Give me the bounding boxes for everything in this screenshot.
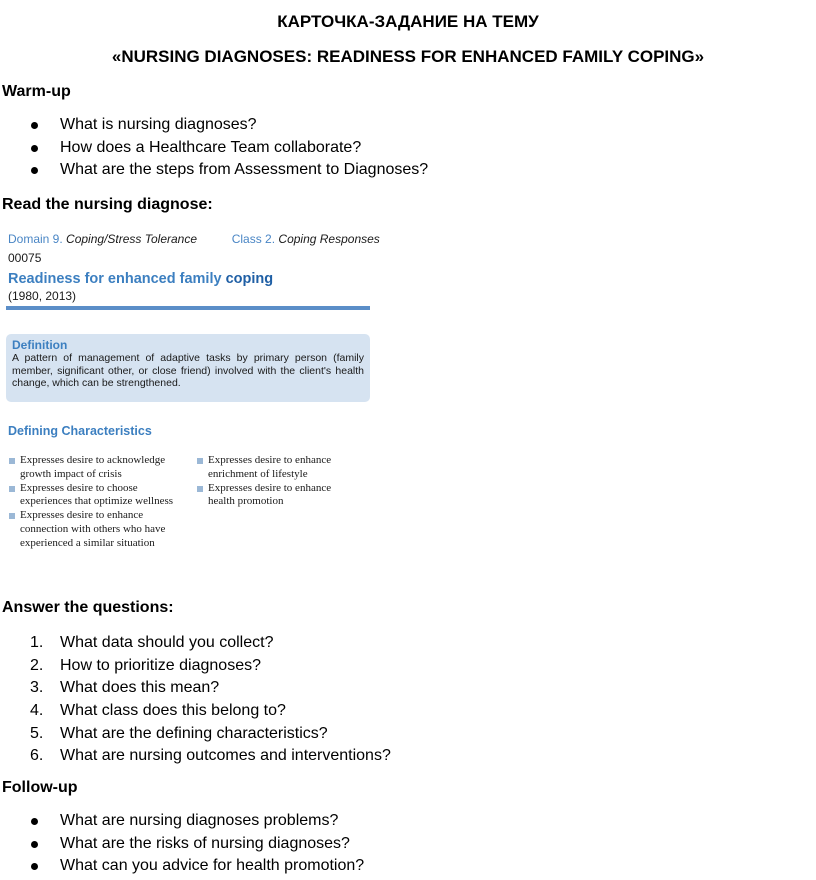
followup-list	[0, 810, 364, 878]
list-item: Expresses desire to acknowledge growth impact of crisis	[8, 454, 188, 482]
list-item: How does a Healthcare Team collaborate?	[0, 137, 428, 160]
list-item: Expresses desire to choose experiences that optimize wellness	[8, 482, 188, 510]
list-item: What is nursing diagnoses?	[0, 114, 428, 137]
class-name: Coping Responses	[278, 232, 380, 246]
domain-label: Domain 9.	[8, 232, 63, 246]
list-item: Expresses desire to enhance enrichment of lifestyle	[196, 454, 356, 482]
list-item: Expresses desire to enhance health promotion	[196, 482, 356, 510]
list-item: What are nursing diagnoses problems?	[0, 810, 364, 833]
diagnosis-years: (1980, 2013)	[8, 289, 77, 303]
characteristics-left-column	[8, 454, 188, 551]
domain-name: Coping/Stress Tolerance	[66, 232, 198, 246]
list-item: Expresses desire to enhance connection with others who have experienced a similar situation	[8, 509, 188, 550]
list-item: What are the steps from Assessment to Diagnoses?	[0, 159, 428, 182]
diagnosis-name	[8, 271, 273, 287]
nursing-diagnosis-card	[6, 228, 380, 584]
list-item: 6. What are nursing outcomes and interventions?	[30, 747, 391, 765]
list-item: 2. How to prioritize diagnoses?	[30, 656, 261, 674]
diagnosis-name-part1: Readiness for enhanced family	[8, 271, 222, 287]
title-line-2: «NURSING DIAGNOSES: READINESS FOR ENHANCED FAMILY COPING»	[111, 47, 705, 66]
list-item: What can you advice for health promotion?	[0, 855, 364, 878]
list-item: 1. What data should you collect?	[30, 634, 274, 651]
warmup-heading: Warm-up	[2, 83, 71, 100]
diagnosis-name-part2: coping	[225, 271, 274, 287]
title-line-1: КАРТОЧКА-ЗАДАНИЕ НА ТЕМУ	[277, 12, 539, 31]
definition-text: A pattern of management of adaptive tasks by primary person (family member, significant other, or close friend) involved with the client's health change, which can be strengthened.	[12, 352, 364, 389]
domain-class-row	[8, 232, 380, 246]
list-item: 5. What are the defining characteristics?	[30, 724, 328, 742]
definition-label: Definition	[12, 338, 68, 352]
warmup-list	[0, 114, 428, 182]
diagnosis-code: 00075	[8, 251, 42, 265]
class-label: Class 2.	[231, 232, 276, 246]
answer-list	[0, 632, 391, 768]
defining-characteristics-title: Defining Characteristics	[8, 424, 152, 438]
characteristics-right-column	[196, 454, 356, 509]
followup-heading: Follow-up	[2, 779, 78, 796]
list-item: 4. What class does this belong to?	[30, 702, 286, 720]
list-item: What are the risks of nursing diagnoses?	[0, 833, 364, 856]
definition-box	[6, 334, 370, 402]
list-item: 3. What does this mean?	[30, 679, 220, 697]
read-heading: Read the nursing diagnose:	[2, 196, 213, 213]
divider	[6, 306, 370, 310]
answer-heading: Answer the questions:	[2, 599, 174, 616]
